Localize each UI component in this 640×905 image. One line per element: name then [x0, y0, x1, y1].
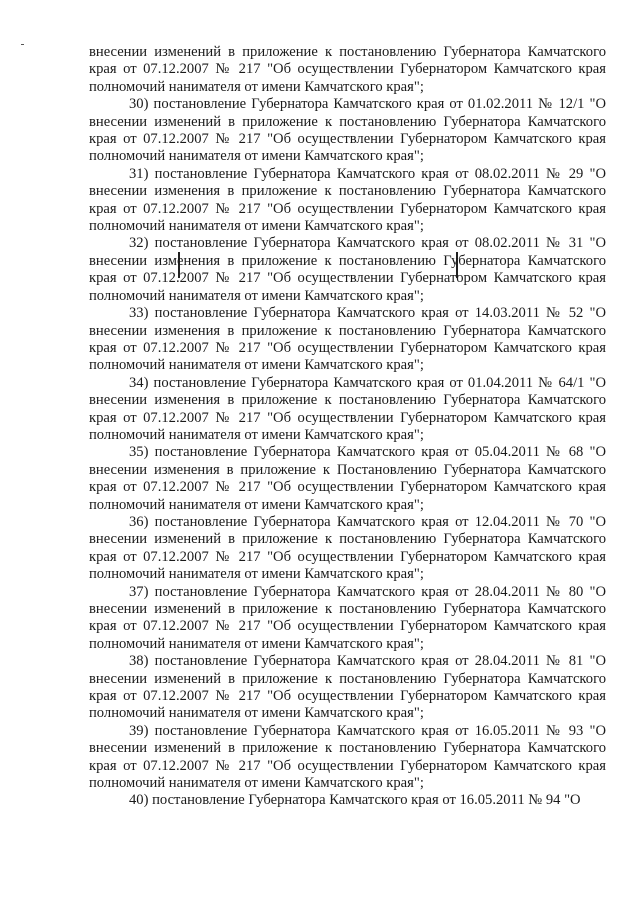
- list-item-35: 35) постановление Губернатора Камчатского края от 05.04.2011 № 68 "О внесении изменения в приложение к Постановлению Губернатора Камчатского края от 07.12.2007 № 217 "Об осуществлении Губернатором Камчатского края полномочий нанимателя от имени Камчатского края";: [89, 444, 606, 513]
- document-body: [89, 44, 606, 810]
- list-item-30: 30) постановление Губернатора Камчатского края от 01.02.2011 № 12/1 "О внесении изменений в приложение к постановлению Губернатора Камчатского края от 07.12.2007 № 217 "Об осуществлении Губернатором Камчатского края полномочий нанимателя от имени Камчатского края";: [89, 96, 606, 165]
- list-item-32: 32) постановление Губернатора Камчатского края от 08.02.2011 № 31 "О внесении изменения в приложение к постановлению Губернатора Камчатского края от 07.12.2007 № 217 "Об осуществлении Губернатором Камчатского края полномочий нанимателя от имени Камчатского края";: [89, 235, 606, 304]
- list-item-34: 34) постановление Губернатора Камчатского края от 01.04.2011 № 64/1 "О внесении изменения в приложение к постановлению Губернатора Камчатского края от 07.12.2007 № 217 "Об осуществлении Губернатором Камчатского края полномочий нанимателя от имени Камчатского края";: [89, 374, 606, 443]
- scan-speck: [21, 44, 24, 45]
- list-item-37: 37) постановление Губернатора Камчатского края от 28.04.2011 № 80 "О внесении изменений в приложение к постановлению Губернатора Камчатского края от 07.12.2007 № 217 "Об осуществлении Губернатором Камчатского края полномочий нанимателя от имени Камчатского края";: [89, 583, 606, 652]
- list-item-39: 39) постановление Губернатора Камчатского края от 16.05.2011 № 93 "О внесении изменений в приложение к постановлению Губернатора Камчатского края от 07.12.2007 № 217 "Об осуществлении Губернатором Камчатского края полномочий нанимателя от имени Камчатского края";: [89, 722, 606, 792]
- list-item-33: 33) постановление Губернатора Камчатского края от 14.03.2011 № 52 "О внесении изменения в приложение к постановлению Губернатора Камчатского края от 07.12.2007 № 217 "Об осуществлении Губернатором Камчатского края полномочий нанимателя от имени Камчатского края";: [89, 305, 606, 374]
- continuation-paragraph: внесении изменений в приложение к постановлению Губернатора Камчатского края от 07.12.2007 № 217 "Об осуществлении Губернатором Камчатского края полномочий нанимателя от имени Камчатского края";: [89, 44, 606, 95]
- list-item-36: 36) постановление Губернатора Камчатского края от 12.04.2011 № 70 "О внесении изменений в приложение к постановлению Губернатора Камчатского края от 07.12.2007 № 217 "Об осуществлении Губернатором Камчатского края полномочий нанимателя от имени Камчатского края";: [89, 513, 606, 583]
- list-item-40: 40) постановление Губернатора Камчатского края от 16.05.2011 № 94 "О: [129, 792, 581, 809]
- list-item-38: 38) постановление Губернатора Камчатского края от 28.04.2011 № 81 "О внесении изменений в приложение к постановлению Губернатора Камчатского края от 07.12.2007 № 217 "Об осуществлении Губернатором Камчатского края полномочий нанимателя от имени Камчатского края";: [89, 653, 606, 722]
- list-item-31: 31) постановление Губернатора Камчатского края от 08.02.2011 № 29 "О внесении изменения в приложение к постановлению Губернатора Камчатского края от 07.12.2007 № 217 "Об осуществлении Губернатором Камчатского края полномочий нанимателя от имени Камчатского края";: [89, 165, 606, 235]
